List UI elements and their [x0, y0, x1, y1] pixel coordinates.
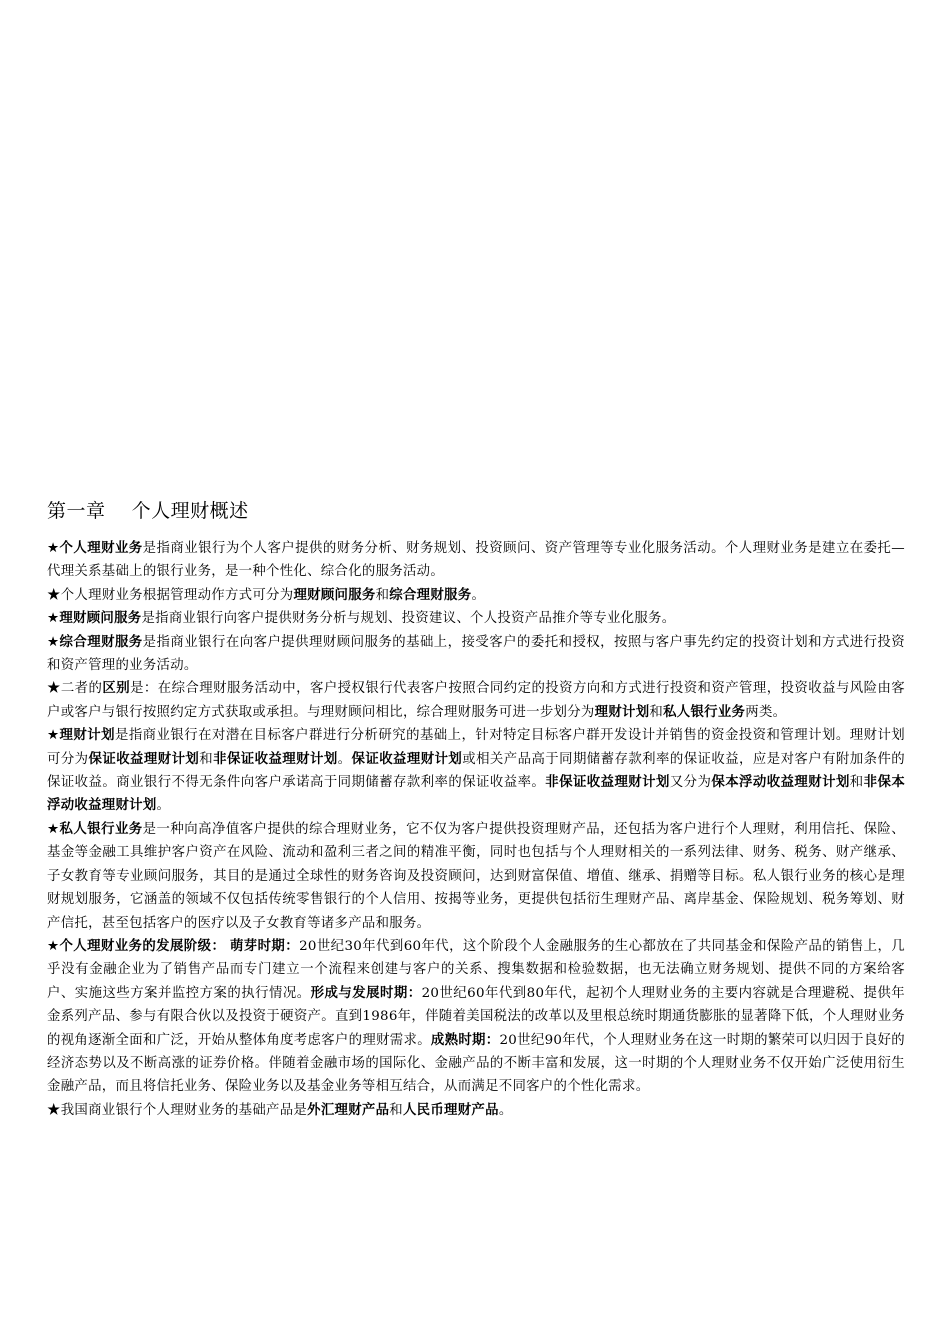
paragraph-text: 。	[156, 798, 171, 814]
paragraph	[47, 607, 905, 630]
paragraph-text: 。	[471, 587, 486, 603]
paragraph-text: 。	[498, 1102, 513, 1118]
bold-term: 综合理财服务	[59, 633, 143, 650]
paragraph-text: 和	[199, 751, 214, 767]
paragraph	[47, 677, 905, 724]
paragraph-text: ★我国商业银行个人理财业务的基础产品是	[47, 1102, 308, 1118]
paragraph	[47, 935, 905, 1099]
bold-term: 成熟时期：	[430, 1031, 500, 1048]
paragraph-text: 20世纪30年代到60年代，这个阶段个人金融服务的生心都放在了共同基金和保险产品的销售上，几乎没有金融企业为了销售产品而专门建立一个流程来创建与客户的关系、搜集数据和检验数据，也无法确立财务规划、提供不同的方案给客户、实施这些方案并监控方案的执行情况。	[47, 938, 905, 1001]
bold-term: 私人银行业务	[59, 820, 143, 837]
paragraph-text: ★	[47, 611, 60, 627]
bold-term: 理财顾问服务	[59, 610, 142, 627]
bold-term: 个人理财业务	[59, 540, 143, 556]
bold-term: 萌芽时期：	[229, 937, 300, 954]
bold-term: 理财计划	[59, 727, 115, 744]
bold-term: 理财计划	[594, 703, 650, 720]
bold-term: 私人银行业务	[663, 703, 746, 720]
bold-term: 形成与发展时期：	[310, 984, 422, 1001]
paragraph-text: 和	[389, 1102, 403, 1118]
paragraph-text: 两类。	[745, 704, 787, 720]
bold-term: 非保证收益理财计划	[213, 750, 338, 767]
paragraph	[47, 584, 905, 607]
paragraph-text: 20世纪90年代，个人理财业务在这一时期的繁荣可以归因于良好的经济态势以及不断高涨的证券价格。伴随着金融市场的国际化、金融产品的不断丰富和发展，这一时期的个人理财业务不仅开始广泛使用衍生金融产品，而且将信托业务、保险业务以及基金业务等相互结合，从而满足不同客户的个性化需求。	[47, 1032, 905, 1095]
paragraph-text: 或相关产品高于同期储蓄存款利率的保证收益，应是对客户有附加条件的保证收益。商业银行不得无条件向客户承诺高于同期储蓄存款利率的保证收益率。	[47, 751, 905, 791]
paragraph-text: 和	[849, 775, 864, 791]
paragraph-text: 和	[375, 587, 390, 603]
bold-term: 非保证收益理财计划	[545, 774, 670, 791]
bold-term: 保证收益理财计划	[88, 750, 200, 767]
paragraph-text: ★	[47, 541, 60, 556]
bold-term: 人民币理财产品	[402, 1101, 499, 1118]
paragraph-text: 是指商业银行在对潜在目标客户群进行分析研究的基础上，针对特定目标客户群开发设计并销售的资金投资和管理计划。理财计划可分为	[47, 728, 905, 767]
paragraph	[47, 1099, 905, 1122]
bold-term: 个人理财业务的发展阶级：	[59, 937, 226, 954]
paragraph-text: ★	[47, 728, 60, 744]
paragraph-text: 和	[649, 704, 664, 720]
paragraph-text: ★二者的	[47, 681, 103, 697]
bold-term: 非保本浮动收益理财计划	[47, 774, 906, 814]
paragraph	[47, 818, 905, 935]
paragraph-text: 是指商业银行在向客户提供理财顾问服务的基础上，接受客户的委托和授权，按照与客户事先约定的投资计划和方式进行投资和资产管理的业务活动。	[47, 634, 905, 674]
paragraph-text: ★	[47, 821, 60, 837]
bold-term: 保本浮动收益理财计划	[711, 774, 850, 791]
bold-term: 综合理财服务	[389, 586, 472, 603]
bold-term: 理财顾问服务	[293, 586, 376, 603]
paragraph-text: 又分为	[669, 775, 712, 791]
bold-term: 外汇理财产品	[307, 1101, 390, 1118]
chapter-title: 第一章 个人理财概述	[47, 500, 249, 522]
paragraph-text: ★个人理财业务根据管理动作方式可分为	[47, 587, 294, 603]
paragraph-text: ★	[47, 634, 60, 650]
paragraph	[47, 724, 905, 818]
paragraph-text: ★	[47, 938, 60, 954]
paragraph-text: 20世纪60年代到80年代，起初个人理财业务的主要内容就是合理避税、提供年金系列产品、参与有限合伙以及投资于硬资产。直到1986年，伴随着美国税法的改革以及里根总统时期通货膨胀的显著降下低，个人理财业务的视角逐渐全面和广泛，开始从整体角度考虑客户的理财需求。	[47, 985, 905, 1048]
paragraph-text: 。	[337, 751, 352, 767]
paragraph	[47, 537, 905, 584]
paragraph-text: 是一种向高净值客户提供的综合理财业务，它不仅为客户提供投资理财产品，还包括为客户进行个人理财，利用信托、保险、基金等金融工具维护客户资产在风险、流动和盈利三者之间的精准平衡，同时也包括与个人理财相关的一系列法律、财务、税务、财产继承、子女教育等专业顾问服务，其目的是通过全球性的财务咨询及投资顾问，达到财富保值、增值、继承、捐赠等目标。私人银行业务的核心是理财规划服务，它涵盖的领域不仅包括传统零售银行的个人信用、按揭等业务，更提供包括衍生理财产品、离岸基金、保险规划、税务筹划、财产信托，甚至包括客户的医疗以及子女教育等诸多产品和服务。	[47, 821, 905, 931]
paragraph-text: 是：在综合理财服务活动中，客户授权银行代表客户按照合同约定的投资方向和方式进行投资和资产管理，投资收益与风险由客户或客户与银行按照约定方式获取或承担。与理财顾问相比，综合理财服务可进一步划分为	[47, 681, 906, 720]
paragraph-text: 是指商业银行向客户提供财务分析与规划、投资建议、个人投资产品推介等专业化服务。	[141, 611, 676, 627]
paragraph	[47, 631, 905, 678]
document-body	[47, 537, 905, 1122]
bold-term: 区别	[102, 680, 131, 697]
document-page	[47, 496, 905, 1122]
paragraph-text: 是指商业银行为个人客户提供的财务分析、财务规划、投资顾问、资产管理等专业化服务活动。个人理财业务是建立在委托—代理关系基础上的银行业务，是一种个性化、综合化的服务活动。	[47, 541, 905, 580]
bold-term: 保证收益理财计划	[351, 750, 463, 767]
